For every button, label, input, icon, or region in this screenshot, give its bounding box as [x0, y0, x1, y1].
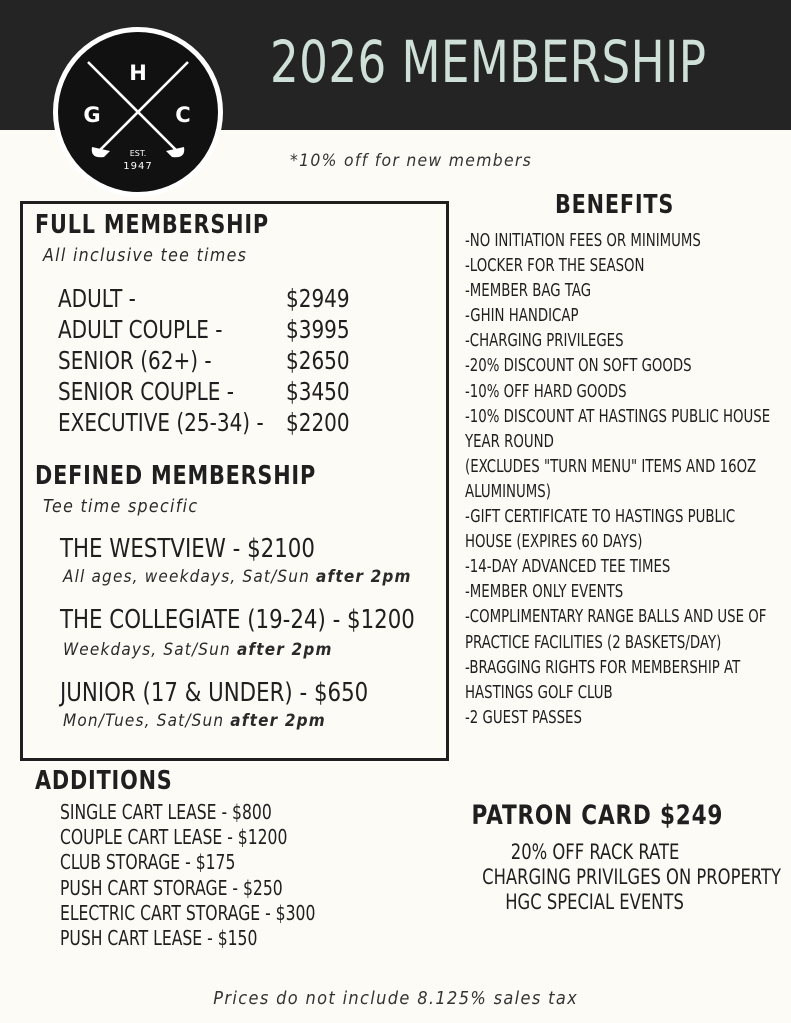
price-amount: $2949 [286, 284, 350, 313]
additions-list [60, 800, 387, 951]
benefit-line: -10% DISCOUNT AT HASTINGS PUBLIC HOUSE [465, 405, 771, 427]
benefit-line: -MEMBER BAG TAG [465, 280, 592, 302]
defined-membership-subheading: Tee time specific [43, 496, 199, 517]
addition-line: CLUB STORAGE - $175 [60, 850, 236, 875]
membership-box [20, 201, 449, 761]
addition-line: PUSH CART LEASE - $150 [60, 925, 258, 950]
benefit-line: -14-DAY ADVANCED TEE TIMES [465, 556, 671, 578]
patron-line: CHARGING PRIVILGES ON PROPERTY [482, 865, 781, 889]
logo-letter-h: H [129, 61, 147, 85]
addition-line: SINGLE CART LEASE - $800 [60, 800, 272, 824]
benefit-line: -2 GUEST PASSES [465, 706, 582, 728]
price-amount: $3995 [286, 315, 350, 344]
price-label: SENIOR (62+) - [58, 346, 212, 375]
price-label: EXECUTIVE (25-34) - [58, 408, 264, 437]
logo-letter-g: G [83, 103, 101, 127]
addition-line: COUPLE CART LEASE - $1200 [60, 825, 288, 850]
benefits-list [465, 228, 785, 730]
new-member-note: *10% off for new members [290, 151, 533, 171]
additions-heading: ADDITIONS [35, 766, 173, 796]
benefit-line: -NO INITIATION FEES OR MINIMUMS [465, 230, 701, 251]
price-amount: $2650 [286, 346, 350, 375]
benefit-line: -10% OFF HARD GOODS [465, 380, 627, 402]
price-row-senior-couple [58, 377, 378, 409]
logo-est-year: 1947 [123, 161, 153, 172]
benefit-line: -LOCKER FOR THE SEASON [465, 255, 645, 277]
page-title: 2026 MEMBERSHIP [270, 28, 707, 96]
full-membership-heading: FULL MEMBERSHIP [35, 210, 269, 240]
benefit-line: PRACTICE FACILITIES (2 BASKETS/DAY) [465, 631, 722, 653]
patron-card-list [440, 840, 781, 915]
patron-card-heading: PATRON CARD $249 [471, 800, 724, 831]
collegiate-note: Weekdays, Sat/Sun after 2pm [63, 640, 333, 660]
addition-line: PUSH CART STORAGE - $250 [60, 875, 283, 900]
benefit-line: -COMPLIMENTARY RANGE BALLS AND USE OF [465, 606, 767, 628]
junior-note: Mon/Tues, Sat/Sun after 2pm [63, 711, 326, 731]
benefit-line: (EXCLUDES "TURN MENU" ITEMS AND 16OZ [465, 455, 757, 477]
benefit-line: -CHARGING PRIVILEGES [465, 330, 624, 352]
price-label: ADULT COUPLE - [58, 315, 223, 344]
patron-line: HGC SPECIAL EVENTS [505, 890, 685, 914]
benefit-line: ALUMINUMS) [465, 480, 551, 502]
benefit-line: -MEMBER ONLY EVENTS [465, 581, 624, 603]
collegiate-title: THE COLLEGIATE (19-24) - $1200 [60, 605, 415, 635]
price-amount: $3450 [286, 377, 350, 406]
benefit-line: -20% DISCOUNT ON SOFT GOODS [465, 355, 692, 377]
price-row-executive [58, 408, 378, 440]
benefit-line: HASTINGS GOLF CLUB [465, 681, 613, 703]
patron-line: 20% OFF RACK RATE [510, 840, 680, 864]
logo-letter-c: C [175, 103, 191, 127]
addition-line: ELECTRIC CART STORAGE - $300 [60, 900, 316, 925]
price-row-adult [58, 284, 378, 316]
price-row-adult-couple [58, 315, 378, 347]
benefit-line: -GHIN HANDICAP [465, 305, 579, 327]
benefits-heading: BENEFITS [555, 190, 675, 220]
defined-membership-heading: DEFINED MEMBERSHIP [35, 461, 317, 491]
price-label: ADULT - [58, 284, 136, 313]
junior-title: JUNIOR (17 & UNDER) - $650 [60, 678, 369, 708]
club-logo [52, 26, 224, 198]
westview-note: All ages, weekdays, Sat/Sun after 2pm [63, 567, 412, 587]
benefit-line: YEAR ROUND [465, 430, 554, 452]
benefit-line: -GIFT CERTIFICATE TO HASTINGS PUBLIC [465, 506, 736, 528]
benefit-line: HOUSE (EXPIRES 60 DAYS) [465, 531, 643, 553]
price-row-senior [58, 346, 378, 378]
logo-est-label: EST. [129, 149, 147, 158]
price-amount: $2200 [286, 408, 350, 437]
sales-tax-note: Prices do not include 8.125% sales tax [213, 988, 578, 1009]
benefit-line: -BRAGGING RIGHTS FOR MEMBERSHIP AT [465, 656, 741, 678]
westview-title: THE WESTVIEW - $2100 [60, 534, 315, 564]
full-membership-subheading: All inclusive tee times [43, 245, 248, 266]
price-label: SENIOR COUPLE - [58, 377, 234, 406]
